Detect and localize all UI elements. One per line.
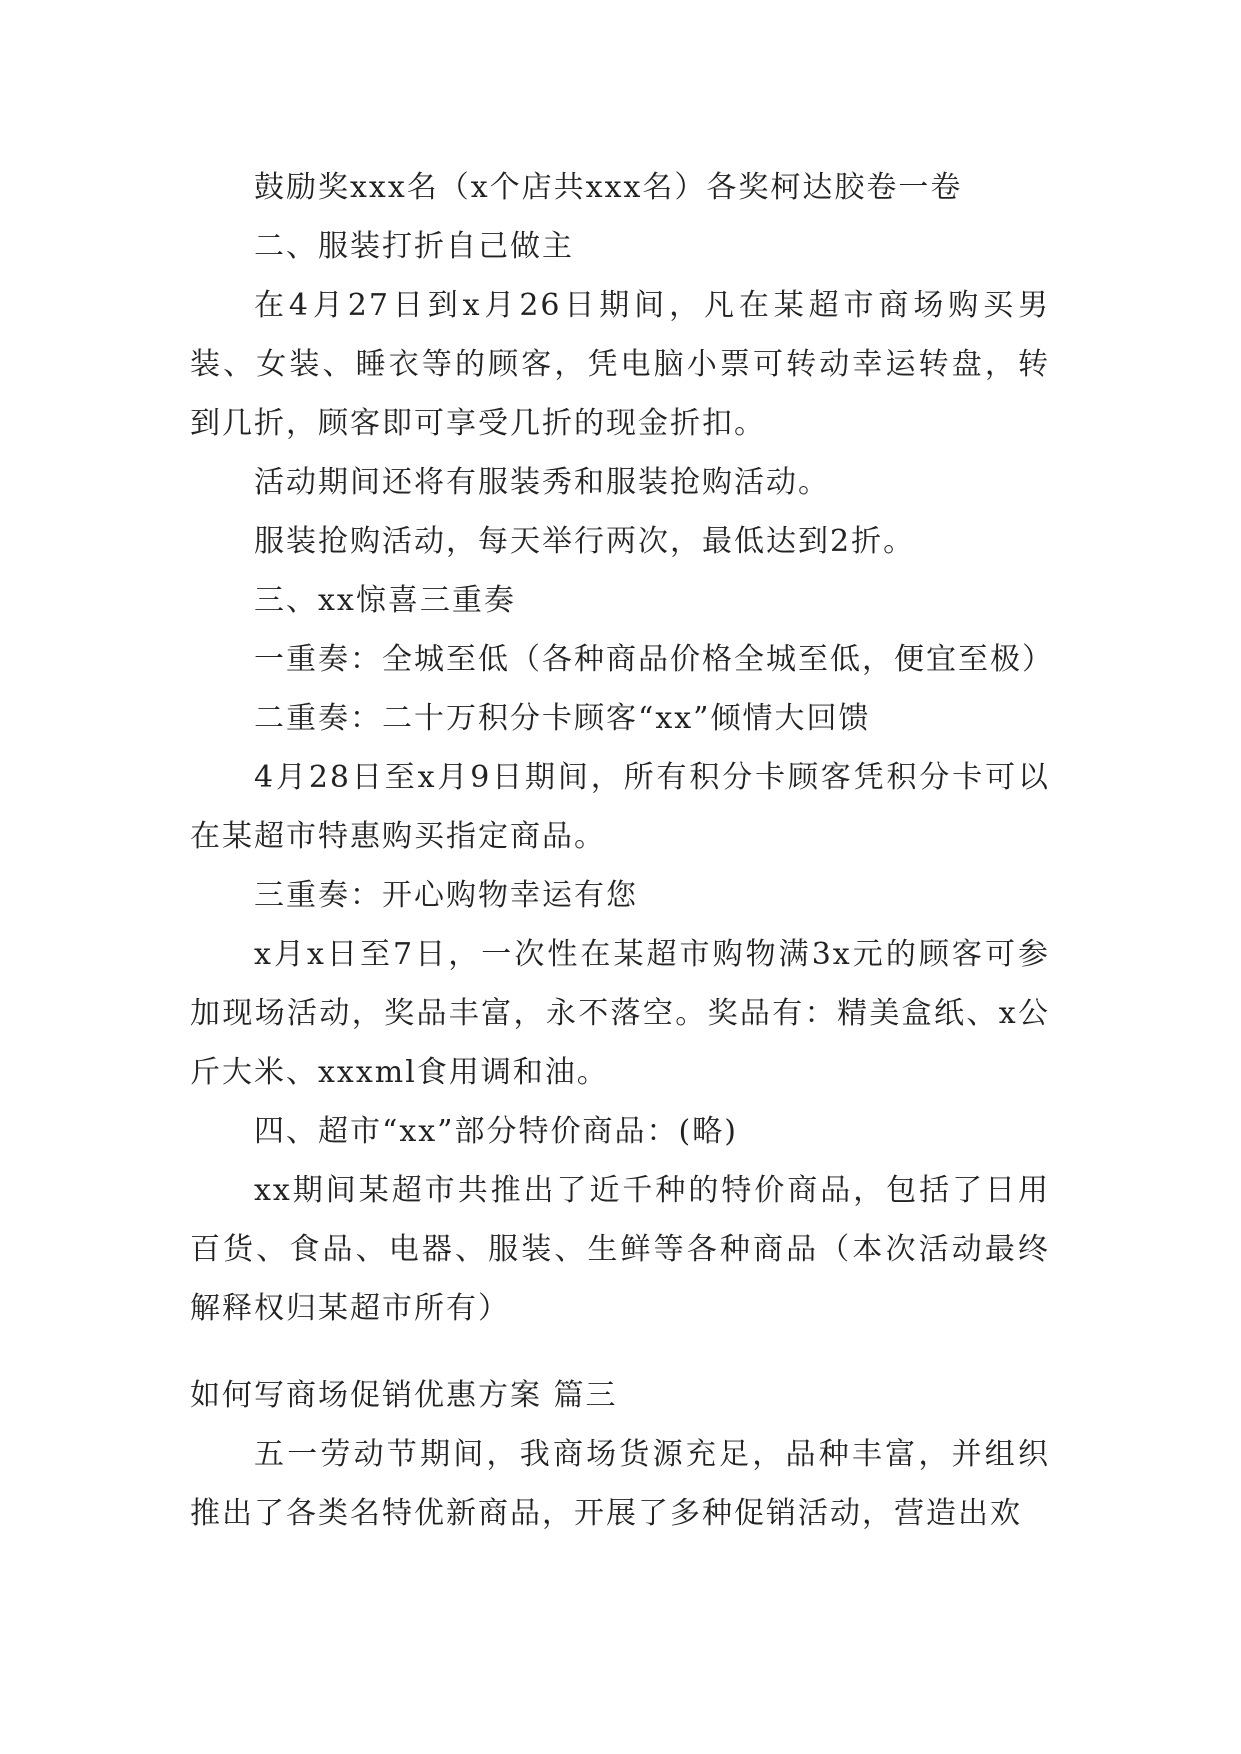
paragraph-flash-sale: 服装抢购活动，每天举行两次，最低达到2折。 [254,524,916,559]
paragraph-third-surprise: 三重奏：开心购物幸运有您 [254,878,638,913]
paragraph-lucky-shopping: x月x日至7日，一次性在某超市购物满3x元的顾客可参加现场活动，奖品丰富，永不落空。奖品有：精美盒纸、x公斤大米、xxxml食用调和油。 [190,937,1050,1090]
paragraph-section-two-title: 二、服装打折自己做主 [254,229,574,264]
paragraph-encouragement-prize: 鼓励奖xxx名（x个店共xxx名）各奖柯达胶卷一卷 [254,170,963,205]
paragraph-may-day: 五一劳动节期间，我商场货源充足，品种丰富，并组织推出了各类名特优新商品，开展了多种促销活动，营造出欢 [190,1437,1050,1531]
paragraph-section-three-title: 三、xx惊喜三重奏 [254,583,516,618]
section-heading: 如何写商场促销优惠方案 篇三 [190,1378,618,1413]
paragraph-fashion-show: 活动期间还将有服装秀和服装抢购活动。 [254,465,830,500]
paragraph-clothing-discount: 在4月27日到x月26日期间，凡在某超市商场购买男装、女装、睡衣等的顾客，凭电脑小票可转动幸运转盘，转到几折，顾客即可享受几折的现金折扣。 [190,288,1050,441]
paragraph-second-surprise: 二重奏：二十万积分卡顾客“xx”倾情大回馈 [254,701,871,736]
paragraph-section-four-title: 四、超市“xx”部分特价商品：(略) [254,1114,738,1149]
paragraph-first-surprise: 一重奏：全城至低（各种商品价格全城至低，便宜至极） [254,642,1054,677]
paragraph-special-products: xx期间某超市共推出了近千种的特价商品，包括了日用百货、食品、电器、服装、生鲜等各种商品（本次活动最终解释权归某超市所有） [190,1173,1050,1326]
document-body [190,158,1054,1543]
paragraph-points-card: 4月28日至x月9日期间，所有积分卡顾客凭积分卡可以在某超市特惠购买指定商品。 [190,760,1050,854]
